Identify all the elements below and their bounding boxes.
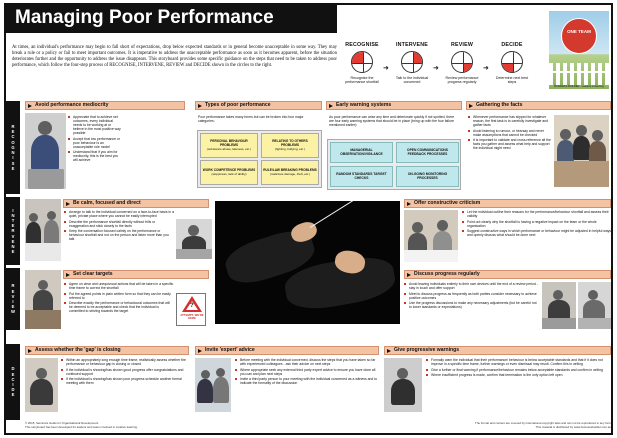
- photo-formal-warning: [384, 358, 422, 412]
- band-label: I N T E R V E N E: [11, 207, 15, 255]
- photo-seated-woman: [25, 113, 66, 189]
- type-box: PERSONAL BEHAVIOUR PROBLEMS (substance abuse, lateness, etc.): [200, 133, 258, 158]
- heading-constructive-criticism: Offer constructive criticism: [404, 199, 611, 208]
- list-calm: Arrange to talk to the individual concerned on a face-to-face basis in a quiet, private place where you cannot be easily interrupted Describe the performance shortfall directly without frills or exaggeration and stick closely to the facts Keep the conversation focused calmly on the performance or behaviour shortfall and not on the person and listen more than you talk: [64, 210, 174, 243]
- fence-graphic: [549, 63, 609, 85]
- footer-right: The format and content are covered by international copyright laws and can not be reproduced in any form This material is distributed by www.businessbuilder.com.au: [475, 421, 611, 429]
- title-bar: [6, 5, 337, 33]
- photo-two-people-talking: [25, 199, 61, 261]
- stage-intervene: [392, 42, 432, 84]
- list-facts: Whenever performance has slipped for whatever reason, the first task is to carefully investigate and gather facts Avoid listening to rumour, or hearsay and never make assumptions that cannot be checked It is important to validate and cross-reference all the facts you gather and assess what help and support the individual might need: [468, 115, 551, 152]
- arrow-right-icon: ➜: [383, 65, 389, 72]
- photo-meeting-table: [25, 270, 61, 329]
- stage-name: DECIDE: [501, 42, 523, 48]
- photo-man-at-desk: [176, 219, 212, 259]
- photo-conductor-hands: [215, 201, 400, 324]
- photo-group-meeting: [554, 115, 609, 187]
- stage-dial-icon: [351, 51, 373, 73]
- list-avoid: Appreciate that to achieve set outcomes, every individual needs to be working at or believe in the most positive way possible Accept that low performance or poor behaviour is an unacceptable role model Understand that if you aim for mediocrity, this is the best you will achieve: [68, 115, 122, 164]
- warning-box: MANAGERIAL OBSERVATION/VIGILANCE: [330, 142, 393, 163]
- heading-avoid-mediocrity: Avoid performance mediocrity: [25, 101, 185, 110]
- stage-name: REVIEW: [450, 42, 474, 48]
- baton: [310, 201, 360, 228]
- stage-dial-icon: [451, 51, 473, 73]
- stage-name: RECOGNISE: [345, 42, 379, 48]
- poster: [4, 3, 613, 435]
- list-warnings: Formally warn the individual that their performance/ behaviour is below acceptable standards and that if it does not improve in a specific time frame, further warnings or even dismissal may result. Confirm this in writing Give a further or final warning if performance/behaviour remains below acceptable standards and confirm in writing Where insufficient progress is made, confirm that termination is the only option left open: [426, 358, 611, 379]
- footer-left: © 2015, Seminars Guide for Organisational Development. This storyboard has been developed for leaders and teams involved in creative learning.: [25, 421, 138, 429]
- list-gap: Within an appropriately long enough time frame, realistically assess whether the performance or behaviour gap is closing or closed If the individual is showing/has shown good progress offer congratulations and continued support If the individual is showing/has shown poor progress schedule another formal meeting with them: [61, 358, 187, 387]
- heading-progressive-warnings: Give progressive warnings: [384, 346, 611, 355]
- brand-logo: ONE TEAM BUSINESS BUILDER · Leaders in learning: [549, 11, 609, 89]
- photo-expert-consultation: [195, 358, 231, 412]
- stage-review: [442, 42, 482, 84]
- types-intro: Poor performance takes many forms but can be broken into four major categories:: [198, 115, 304, 123]
- logo-line-2: Leaders in learning: [581, 85, 604, 88]
- stage-dial-icon: [501, 51, 523, 73]
- warning-intro: As poor performance can arise any time and deteriorate quickly if not spotted, there are four early warning systems that should be in place (bring up with the four failure mentioned earlier):: [329, 115, 455, 127]
- heading-gathering-facts: Gathering the facts: [466, 101, 611, 110]
- stage-dial-icon: [401, 51, 423, 73]
- band-label: R E C O G N I S E: [11, 124, 15, 171]
- heading-calm-focused: Be calm, focused and direct: [63, 199, 209, 208]
- warning-box: ON-GOING MONITORING PROCESSES: [396, 166, 459, 187]
- list-constructive: Let the individual outline their reasons for the performance/behaviour shortfall and assess their validity Point out clearly why the shortfall is having a negative impact on the team or the whole organisation Suggest constructive ways in which performance or behaviour might be adjusted in helpful ways and openly discuss what should be done next: [462, 210, 611, 239]
- band-decide: [6, 344, 20, 420]
- arrow-right-icon: ➜: [483, 65, 489, 72]
- heading-discuss-progress: Discuss progress regularly: [404, 270, 611, 279]
- photo-office-discussion: [404, 210, 458, 262]
- stage-decide: [492, 42, 532, 84]
- band-label: D E C I D E: [11, 366, 15, 398]
- band-intervene: [6, 197, 20, 265]
- heading-assess-gap: Assess whether the 'gap' is closing: [25, 346, 189, 355]
- stage-caption: Recognise the performance shortfall: [345, 76, 379, 85]
- stage-recognise: [342, 42, 382, 84]
- sign-text: ATTEMPT, WE'RE HERE: [180, 313, 204, 321]
- logo-badge: ONE TEAM: [561, 18, 597, 54]
- photo-man-thinking: [25, 358, 58, 412]
- heading-early-warning: Early warning systems: [326, 101, 462, 110]
- heading-types: Types of poor performance: [195, 101, 322, 110]
- type-box: RELATING TO OTHERS PROBLEMS (fighting, bullying, etc.): [261, 133, 319, 158]
- stage-caption: Talk to the individual concerned: [395, 76, 429, 85]
- list-expert: Before meeting with the individual concerned, discuss the steps that you have taken so far with experienced colleagues - ask their advice on next steps Where appropriate seek any external third party expert advice to ensure you have done all you can and plan next steps Invite a third party person to your meeting with the individual concerned as a witness and to indicate the formality of the discussion: [235, 358, 378, 387]
- arrow-right-icon: ➜: [433, 65, 439, 72]
- photo-review-chat: [578, 282, 611, 329]
- logo-line-1: BUSINESS BUILDER: [554, 85, 580, 88]
- page-title: Managing Poor Performance: [15, 7, 274, 28]
- band-label: R E V I E W: [11, 283, 15, 315]
- heading-clear-targets: Set clear targets: [63, 270, 209, 279]
- band-review: [6, 268, 20, 330]
- warning-sign-icon: ? ATTEMPT, WE'RE HERE: [176, 293, 206, 326]
- list-progress: Avoid leaving individuals entirely to their own devices until the end of a review period - stay in touch and offer support Meet to discuss progress as frequently as both parties consider necessary to achieve positive outcomes Use the progress discussions to make any necessary adjustments (but be careful not to lower standards or expectations): [404, 282, 538, 311]
- stage-caption: Determine next best steps: [495, 76, 529, 85]
- stage-caption: Review performance progress regularly: [445, 76, 479, 85]
- photo-one-to-one: [542, 282, 576, 329]
- type-box: WORK COMPETENCE PROBLEMS (sloppiness, lack of ability): [200, 160, 258, 185]
- warning-box: OPEN COMMUNICATIONS FEEDBACK PROCESSES: [396, 142, 459, 163]
- stage-name: INTERVENE: [395, 42, 429, 48]
- heading-expert-advice: Invite 'expert' advice: [195, 346, 379, 355]
- band-recognise: [6, 101, 20, 194]
- warning-box: RANDOM STANDARDS TARGET CHECKS: [330, 166, 393, 187]
- intro-paragraph: At times, an individual's performance may begin to fall short of expectations, drop below expected standards or in general become unacceptable in some way. They may break a rule or a policy or fail to meet important outcomes. It is imperative to address the unacceptable performance as soon as it becomes apparent, before the situation deteriorates further and the opportunity to address the issue disappears. This storyboard provides some specific guidance on the steps that need to be taken to address poor performance, which follow the four-step process of RECOGNISE, INTERVENE, REVIEW and DECIDE shown in the circles to the right.: [12, 45, 337, 68]
- process-stages: [342, 42, 542, 96]
- type-box: RULE/LAW BREAKING PROBLEMS (malicious damage, theft, etc.): [261, 160, 319, 185]
- list-targets: Agree on clear and unequivocal actions that will be taken in a specific time frame to correct the shortfall Put the agreed points in plain written form so that they can be easily referred to Describe exactly the performance or behavioural outcomes that will be deemed to be acceptable and check that the individual is committed to striving towards the target: [64, 282, 174, 315]
